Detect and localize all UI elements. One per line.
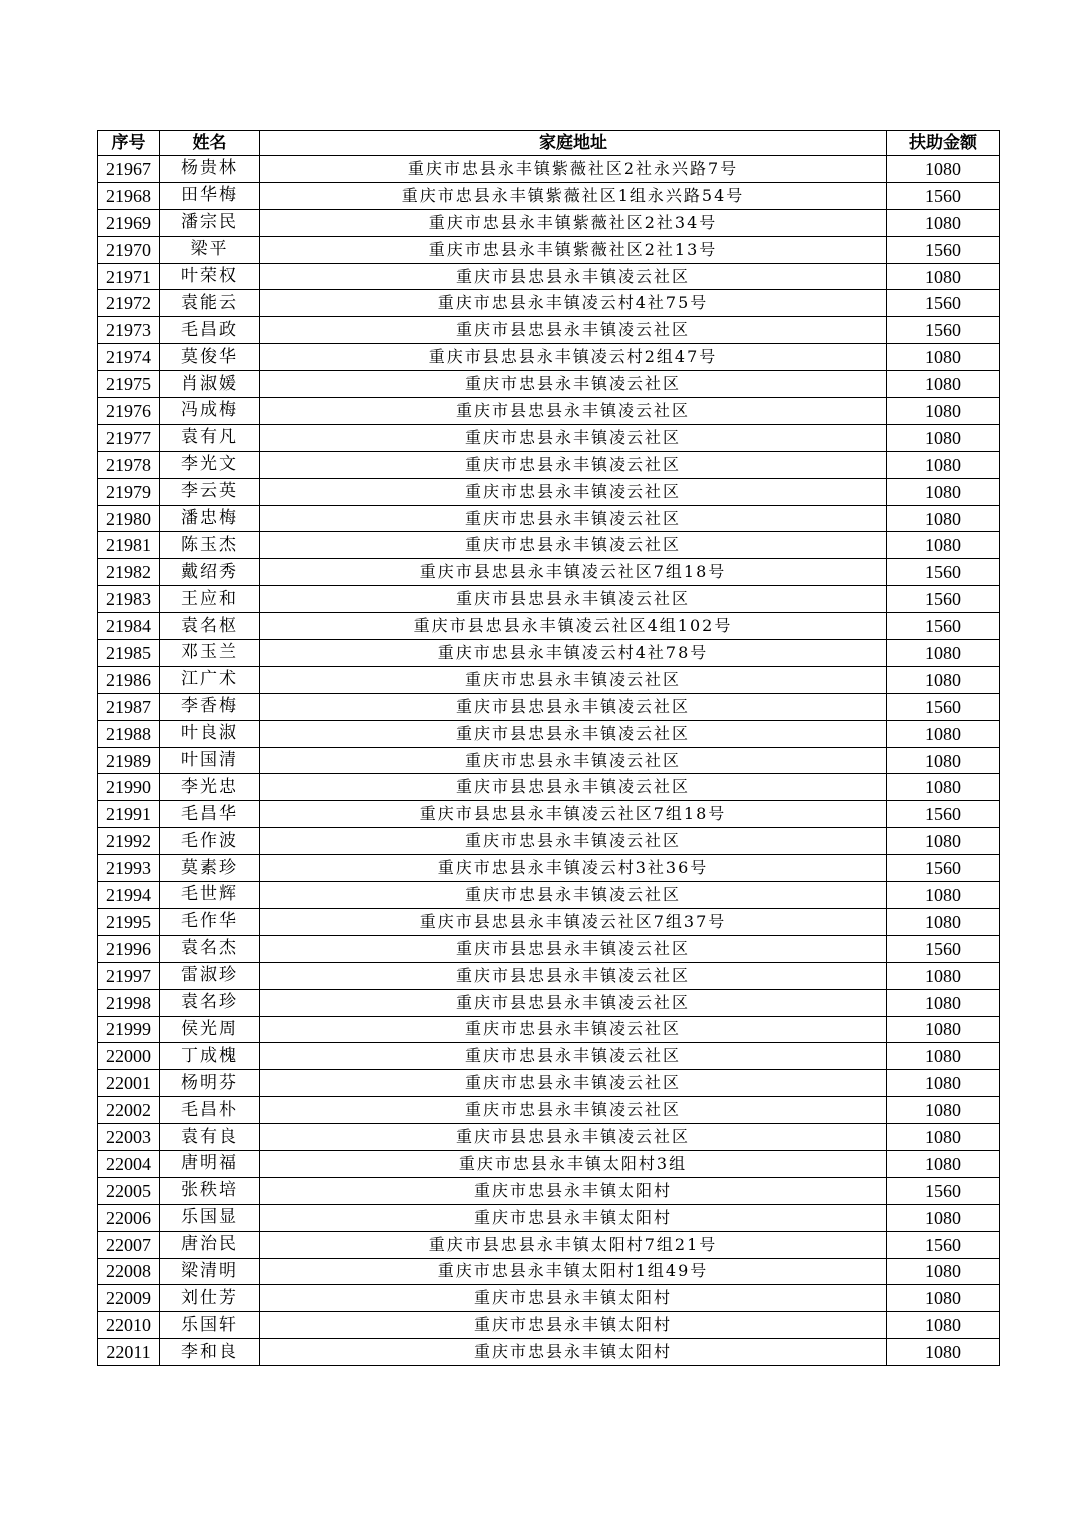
serial-number-cell: 21975: [98, 371, 160, 398]
serial-number-cell: 21978: [98, 451, 160, 478]
name-cell: 刘仕芳: [160, 1285, 260, 1312]
table-row: [98, 478, 1000, 505]
table-row: [98, 263, 1000, 290]
name-cell: 梁平: [160, 236, 260, 263]
name-cell: 李光文: [160, 451, 260, 478]
table-row: [98, 344, 1000, 371]
table-row: [98, 424, 1000, 451]
address-cell: 重庆市忠县永丰镇凌云社区: [260, 424, 887, 451]
amount-cell: 1560: [887, 559, 1000, 586]
address-cell: 重庆市县忠县永丰镇凌云社区: [260, 586, 887, 613]
header-home-address: 家庭地址: [260, 131, 887, 156]
assistance-table: [97, 130, 1000, 1366]
serial-number-cell: 22001: [98, 1070, 160, 1097]
amount-cell: 1080: [887, 1070, 1000, 1097]
address-cell: 重庆市忠县永丰镇太阳村: [260, 1312, 887, 1339]
amount-cell: 1080: [887, 344, 1000, 371]
table-row: [98, 935, 1000, 962]
address-cell: 重庆市忠县永丰镇紫薇社区1组永兴路54号: [260, 182, 887, 209]
table-row: [98, 747, 1000, 774]
amount-cell: 1080: [887, 774, 1000, 801]
address-cell: 重庆市县忠县永丰镇凌云社区: [260, 317, 887, 344]
serial-number-cell: 22004: [98, 1150, 160, 1177]
name-cell: 张秩培: [160, 1177, 260, 1204]
table-row: [98, 640, 1000, 667]
name-cell: 李和良: [160, 1339, 260, 1366]
serial-number-cell: 21987: [98, 693, 160, 720]
table-row: [98, 236, 1000, 263]
serial-number-cell: 21970: [98, 236, 160, 263]
table-header: [98, 131, 1000, 156]
name-cell: 李香梅: [160, 693, 260, 720]
table-body: [98, 156, 1000, 1366]
amount-cell: 1080: [887, 156, 1000, 183]
serial-number-cell: 21989: [98, 747, 160, 774]
amount-cell: 1080: [887, 424, 1000, 451]
name-cell: 杨贵林: [160, 156, 260, 183]
table-row: [98, 451, 1000, 478]
serial-number-cell: 21982: [98, 559, 160, 586]
serial-number-cell: 21967: [98, 156, 160, 183]
amount-cell: 1080: [887, 263, 1000, 290]
address-cell: 重庆市县忠县永丰镇凌云社区: [260, 989, 887, 1016]
amount-cell: 1080: [887, 1097, 1000, 1124]
table-row: [98, 801, 1000, 828]
amount-cell: 1560: [887, 613, 1000, 640]
name-cell: 莫素珍: [160, 855, 260, 882]
table-row: [98, 720, 1000, 747]
amount-cell: 1080: [887, 1258, 1000, 1285]
address-cell: 重庆市忠县永丰镇太阳村: [260, 1339, 887, 1366]
serial-number-cell: 21992: [98, 828, 160, 855]
address-cell: 重庆市忠县永丰镇太阳村1组49号: [260, 1258, 887, 1285]
name-cell: 袁有凡: [160, 424, 260, 451]
serial-number-cell: 22008: [98, 1258, 160, 1285]
address-cell: 重庆市忠县永丰镇凌云社区: [260, 882, 887, 909]
amount-cell: 1560: [887, 236, 1000, 263]
serial-number-cell: 21976: [98, 398, 160, 425]
name-cell: 唐治民: [160, 1231, 260, 1258]
table-row: [98, 1177, 1000, 1204]
table-row: [98, 156, 1000, 183]
serial-number-cell: 21974: [98, 344, 160, 371]
name-cell: 袁名枢: [160, 613, 260, 640]
amount-cell: 1080: [887, 882, 1000, 909]
name-cell: 毛昌政: [160, 317, 260, 344]
amount-cell: 1080: [887, 828, 1000, 855]
address-cell: 重庆市县忠县永丰镇凌云社区7组18号: [260, 559, 887, 586]
address-cell: 重庆市忠县永丰镇凌云村4社78号: [260, 640, 887, 667]
table-row: [98, 1285, 1000, 1312]
amount-cell: 1080: [887, 747, 1000, 774]
serial-number-cell: 21985: [98, 640, 160, 667]
serial-number-cell: 21983: [98, 586, 160, 613]
name-cell: 冯成梅: [160, 398, 260, 425]
name-cell: 毛作华: [160, 908, 260, 935]
address-cell: 重庆市忠县永丰镇凌云村3社36号: [260, 855, 887, 882]
name-cell: 毛作波: [160, 828, 260, 855]
name-cell: 侯光周: [160, 1016, 260, 1043]
serial-number-cell: 22009: [98, 1285, 160, 1312]
name-cell: 肖淑媛: [160, 371, 260, 398]
amount-cell: 1080: [887, 1339, 1000, 1366]
name-cell: 乐国轩: [160, 1312, 260, 1339]
serial-number-cell: 22002: [98, 1097, 160, 1124]
amount-cell: 1560: [887, 693, 1000, 720]
name-cell: 叶荣权: [160, 263, 260, 290]
table-row: [98, 1204, 1000, 1231]
address-cell: 重庆市县忠县永丰镇凌云社区: [260, 774, 887, 801]
table-row: [98, 1070, 1000, 1097]
serial-number-cell: 21996: [98, 935, 160, 962]
amount-cell: 1080: [887, 989, 1000, 1016]
address-cell: 重庆市忠县永丰镇凌云社区: [260, 666, 887, 693]
name-cell: 袁名珍: [160, 989, 260, 1016]
table-row: [98, 371, 1000, 398]
table-row: [98, 882, 1000, 909]
table-row: [98, 1043, 1000, 1070]
table-row: [98, 209, 1000, 236]
address-cell: 重庆市忠县永丰镇凌云社区: [260, 1016, 887, 1043]
serial-number-cell: 22006: [98, 1204, 160, 1231]
address-cell: 重庆市县忠县永丰镇凌云社区: [260, 398, 887, 425]
name-cell: 丁成槐: [160, 1043, 260, 1070]
header-serial-number: 序号: [98, 131, 160, 156]
serial-number-cell: 22010: [98, 1312, 160, 1339]
table-row: [98, 505, 1000, 532]
table-row: [98, 398, 1000, 425]
amount-cell: 1080: [887, 720, 1000, 747]
name-cell: 李光忠: [160, 774, 260, 801]
name-cell: 毛昌华: [160, 801, 260, 828]
address-cell: 重庆市县忠县永丰镇凌云村2组47号: [260, 344, 887, 371]
address-cell: 重庆市忠县永丰镇凌云社区: [260, 1070, 887, 1097]
amount-cell: 1080: [887, 532, 1000, 559]
serial-number-cell: 22007: [98, 1231, 160, 1258]
address-cell: 重庆市县忠县永丰镇凌云社区4组102号: [260, 613, 887, 640]
table-row: [98, 317, 1000, 344]
amount-cell: 1080: [887, 1043, 1000, 1070]
table-row: [98, 962, 1000, 989]
address-cell: 重庆市忠县永丰镇凌云社区: [260, 532, 887, 559]
name-cell: 袁能云: [160, 290, 260, 317]
address-cell: 重庆市忠县永丰镇太阳村: [260, 1204, 887, 1231]
name-cell: 叶良淑: [160, 720, 260, 747]
name-cell: 陈玉杰: [160, 532, 260, 559]
address-cell: 重庆市县忠县永丰镇凌云社区: [260, 1124, 887, 1151]
table-row: [98, 1258, 1000, 1285]
amount-cell: 1080: [887, 666, 1000, 693]
name-cell: 乐国显: [160, 1204, 260, 1231]
address-cell: 重庆市忠县永丰镇凌云村4社75号: [260, 290, 887, 317]
name-cell: 莫俊华: [160, 344, 260, 371]
table-row: [98, 586, 1000, 613]
address-cell: 重庆市忠县永丰镇太阳村: [260, 1177, 887, 1204]
serial-number-cell: 21969: [98, 209, 160, 236]
name-cell: 王应和: [160, 586, 260, 613]
name-cell: 毛世辉: [160, 882, 260, 909]
address-cell: 重庆市忠县永丰镇凌云社区: [260, 747, 887, 774]
address-cell: 重庆市忠县永丰镇太阳村: [260, 1285, 887, 1312]
serial-number-cell: 21984: [98, 613, 160, 640]
address-cell: 重庆市县忠县永丰镇凌云社区: [260, 263, 887, 290]
serial-number-cell: 21997: [98, 962, 160, 989]
serial-number-cell: 21977: [98, 424, 160, 451]
table-row: [98, 532, 1000, 559]
name-cell: 袁名杰: [160, 935, 260, 962]
serial-number-cell: 21993: [98, 855, 160, 882]
table-row: [98, 182, 1000, 209]
amount-cell: 1080: [887, 1312, 1000, 1339]
amount-cell: 1080: [887, 505, 1000, 532]
serial-number-cell: 22005: [98, 1177, 160, 1204]
header-name: 姓名: [160, 131, 260, 156]
serial-number-cell: 21971: [98, 263, 160, 290]
table-row: [98, 908, 1000, 935]
serial-number-cell: 21991: [98, 801, 160, 828]
amount-cell: 1560: [887, 1231, 1000, 1258]
name-cell: 田华梅: [160, 182, 260, 209]
amount-cell: 1560: [887, 1177, 1000, 1204]
amount-cell: 1560: [887, 801, 1000, 828]
amount-cell: 1080: [887, 962, 1000, 989]
amount-cell: 1080: [887, 1016, 1000, 1043]
address-cell: 重庆市县忠县永丰镇凌云社区: [260, 935, 887, 962]
table-row: [98, 828, 1000, 855]
table-row: [98, 855, 1000, 882]
amount-cell: 1080: [887, 209, 1000, 236]
table-row: [98, 559, 1000, 586]
name-cell: 袁有良: [160, 1124, 260, 1151]
address-cell: 重庆市忠县永丰镇凌云社区: [260, 1043, 887, 1070]
table-row: [98, 1312, 1000, 1339]
name-cell: 戴绍秀: [160, 559, 260, 586]
serial-number-cell: 21972: [98, 290, 160, 317]
amount-cell: 1080: [887, 371, 1000, 398]
address-cell: 重庆市忠县永丰镇紫薇社区2社永兴路7号: [260, 156, 887, 183]
name-cell: 江广术: [160, 666, 260, 693]
address-cell: 重庆市县忠县永丰镇凌云社区7组18号: [260, 801, 887, 828]
amount-cell: 1080: [887, 1150, 1000, 1177]
serial-number-cell: 21968: [98, 182, 160, 209]
serial-number-cell: 22003: [98, 1124, 160, 1151]
address-cell: 重庆市县忠县永丰镇太阳村7组21号: [260, 1231, 887, 1258]
name-cell: 梁清明: [160, 1258, 260, 1285]
serial-number-cell: 21980: [98, 505, 160, 532]
table-row: [98, 290, 1000, 317]
serial-number-cell: 21988: [98, 720, 160, 747]
address-cell: 重庆市县忠县永丰镇凌云社区: [260, 720, 887, 747]
name-cell: 潘忠梅: [160, 505, 260, 532]
amount-cell: 1560: [887, 935, 1000, 962]
serial-number-cell: 22000: [98, 1043, 160, 1070]
serial-number-cell: 21979: [98, 478, 160, 505]
table-row: [98, 1231, 1000, 1258]
table-row: [98, 1016, 1000, 1043]
serial-number-cell: 21973: [98, 317, 160, 344]
serial-number-cell: 21981: [98, 532, 160, 559]
header-assistance-amount: 扶助金额: [887, 131, 1000, 156]
name-cell: 潘宗民: [160, 209, 260, 236]
address-cell: 重庆市县忠县永丰镇凌云社区: [260, 962, 887, 989]
name-cell: 李云英: [160, 478, 260, 505]
amount-cell: 1080: [887, 1204, 1000, 1231]
amount-cell: 1560: [887, 586, 1000, 613]
address-cell: 重庆市忠县永丰镇凌云社区: [260, 371, 887, 398]
address-cell: 重庆市县忠县永丰镇凌云社区: [260, 693, 887, 720]
name-cell: 叶国清: [160, 747, 260, 774]
address-cell: 重庆市忠县永丰镇凌云社区: [260, 451, 887, 478]
amount-cell: 1080: [887, 398, 1000, 425]
amount-cell: 1560: [887, 855, 1000, 882]
serial-number-cell: 21999: [98, 1016, 160, 1043]
address-cell: 重庆市忠县永丰镇紫薇社区2社13号: [260, 236, 887, 263]
serial-number-cell: 21998: [98, 989, 160, 1016]
serial-number-cell: 21990: [98, 774, 160, 801]
table-row: [98, 989, 1000, 1016]
serial-number-cell: 22011: [98, 1339, 160, 1366]
name-cell: 唐明福: [160, 1150, 260, 1177]
name-cell: 邓玉兰: [160, 640, 260, 667]
amount-cell: 1080: [887, 1285, 1000, 1312]
serial-number-cell: 21986: [98, 666, 160, 693]
address-cell: 重庆市忠县永丰镇凌云社区: [260, 828, 887, 855]
table-row: [98, 666, 1000, 693]
name-cell: 杨明芬: [160, 1070, 260, 1097]
amount-cell: 1080: [887, 451, 1000, 478]
header-row: [98, 131, 1000, 156]
table-row: [98, 1097, 1000, 1124]
amount-cell: 1080: [887, 908, 1000, 935]
address-cell: 重庆市忠县永丰镇凌云社区: [260, 505, 887, 532]
table-row: [98, 774, 1000, 801]
amount-cell: 1080: [887, 478, 1000, 505]
table-row: [98, 613, 1000, 640]
table-row: [98, 1124, 1000, 1151]
address-cell: 重庆市县忠县永丰镇凌云社区7组37号: [260, 908, 887, 935]
address-cell: 重庆市忠县永丰镇凌云社区: [260, 1097, 887, 1124]
table-row: [98, 693, 1000, 720]
address-cell: 重庆市忠县永丰镇紫薇社区2社34号: [260, 209, 887, 236]
table-row: [98, 1150, 1000, 1177]
name-cell: 雷淑珍: [160, 962, 260, 989]
address-cell: 重庆市忠县永丰镇凌云社区: [260, 478, 887, 505]
address-cell: 重庆市忠县永丰镇太阳村3组: [260, 1150, 887, 1177]
amount-cell: 1560: [887, 182, 1000, 209]
serial-number-cell: 21995: [98, 908, 160, 935]
amount-cell: 1080: [887, 1124, 1000, 1151]
serial-number-cell: 21994: [98, 882, 160, 909]
amount-cell: 1560: [887, 317, 1000, 344]
table-row: [98, 1339, 1000, 1366]
amount-cell: 1080: [887, 640, 1000, 667]
name-cell: 毛昌朴: [160, 1097, 260, 1124]
amount-cell: 1560: [887, 290, 1000, 317]
